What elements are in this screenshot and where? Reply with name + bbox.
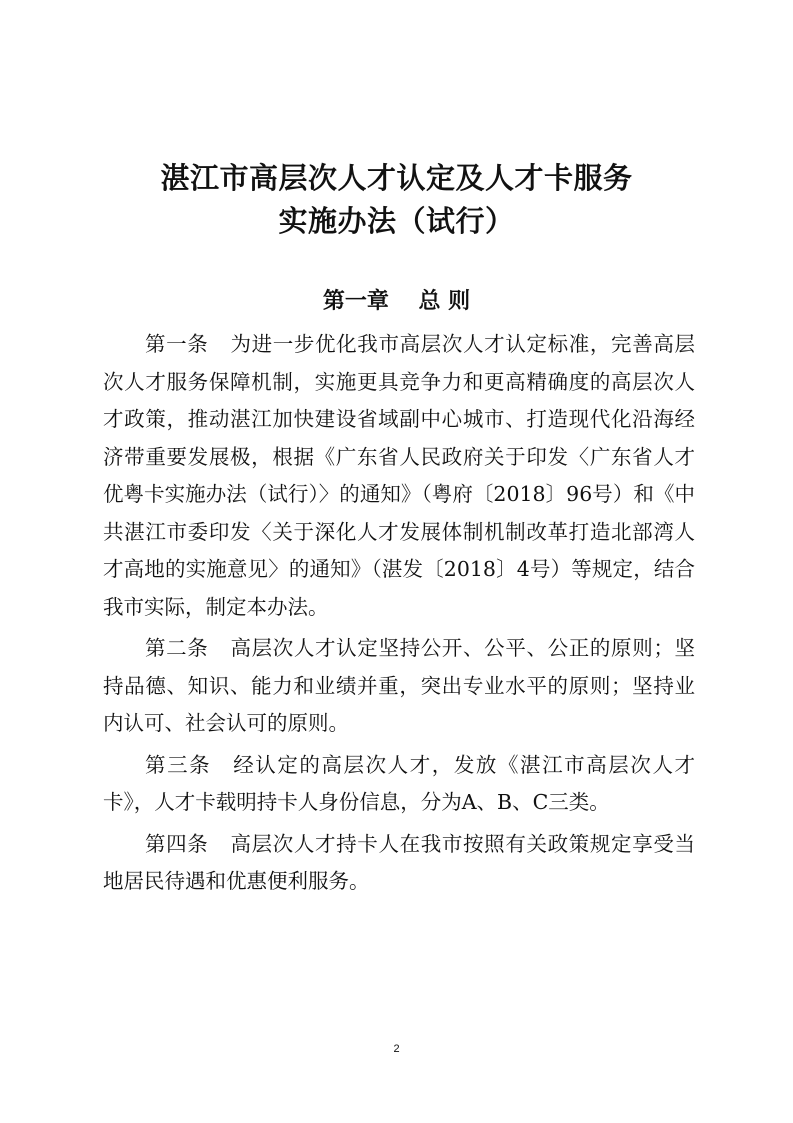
document-title-line-2: 实施办法（试行） — [278, 204, 515, 238]
page-number: 2 — [393, 1043, 400, 1055]
article-4 — [103, 826, 695, 901]
article-3 — [103, 747, 695, 822]
article-3-label: 第三条 — [145, 752, 212, 777]
article-1-text: 为进一步优化我市高层次人才认定标准，完善高层次人才服务保障机制，实施更具竞争力和更高精确度的高层次人才政策，推动湛江加快建设省域副中心城市、打造现代化沿海经济带重要发展极，根据《广东省人民政府关于印发〈广东省人才优粤卡实施办法（试行）〉的通知》（粤府〔2018〕96号）和《中共湛江市委印发〈关于深化人才发展体制机制改革打造北部湾人才高地的实施意见〉的通知》（湛发〔2018〕4号）等规定，结合我市实际，制定本办法。 — [103, 332, 695, 619]
article-4-text: 高层次人才持卡人在我市按照有关政策规定享受当地居民待遇和优惠便利服务。 — [103, 831, 695, 893]
article-3-text: 经认定的高层次人才，发放《湛江市高层次人才卡》，人才卡载明持卡人身份信息，分为A、B、C三类。 — [103, 752, 696, 814]
article-4-label: 第四条 — [145, 831, 209, 856]
document-title-line-1: 湛江市高层次人才认定及人才卡服务 — [160, 161, 633, 195]
article-2 — [103, 630, 695, 743]
article-2-text: 高层次人才认定坚持公开、公平、公正的原则；坚持品德、知识、能力和业绩并重，突出专业水平的原则；坚持业内认可、社会认可的原则。 — [103, 636, 695, 735]
document-body — [103, 326, 695, 905]
article-1 — [103, 326, 695, 626]
chapter-heading: 第一章 总 则 — [322, 289, 471, 314]
article-1-label: 第一条 — [145, 332, 209, 356]
article-2-label: 第二条 — [145, 636, 209, 660]
